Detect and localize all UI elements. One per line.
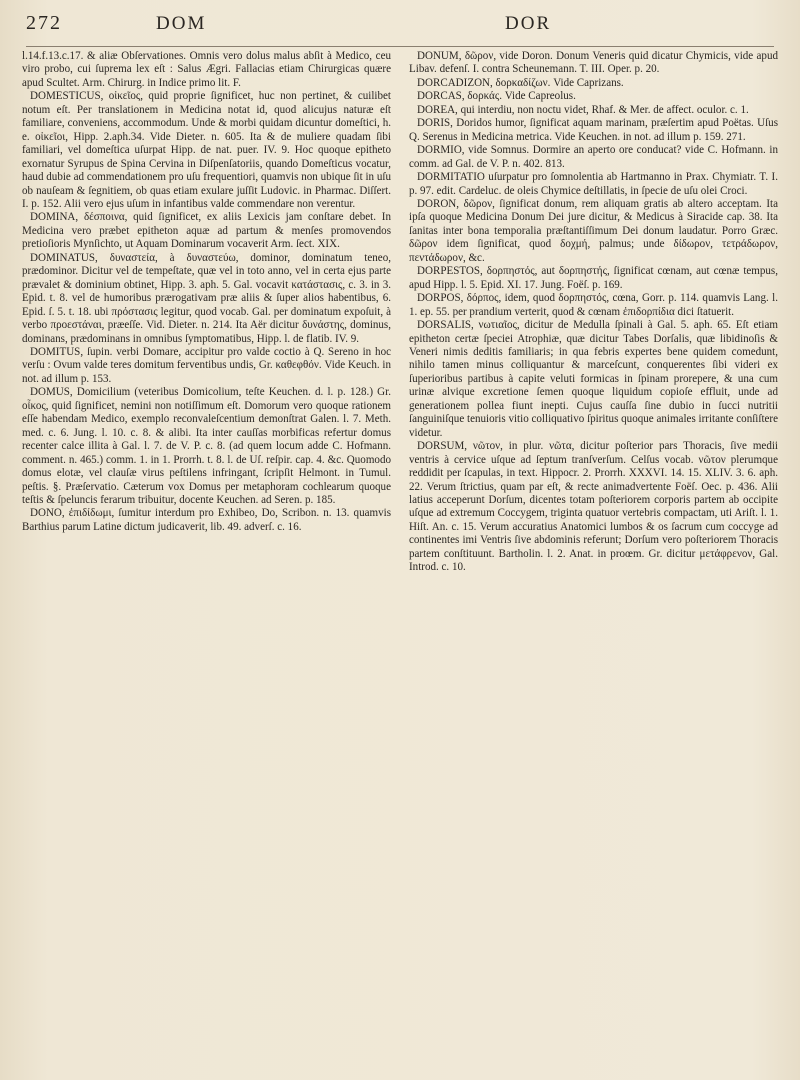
entry-dono: DONO, ἐπιδίδωμι, ſumitur interdum pro Exhibeo, Do, Scribon. n. 13. quamvis Barthius parum Latine dictum judicaverit, lib. 49. adverſ. c. 16. bbox=[22, 507, 391, 533]
entry-domitus: DOMITUS, ſupin. verbi Domare, accipitur pro valde coctio à Q. Sereno in hoc verſu : Ovum valde teres domitum ferventibus undis, Gr. καθεφθόν. Vide Keuch. in not. ad illum p. 153. bbox=[22, 345, 391, 385]
entry-domina: DOMINA, δέσποινα, quid ſignificet, ex aliis Lexicis jam conſtare debet. In Medicina vero præbet epitheton aquæ ad partum & menſes promovendos pretioſioris Mynſichto, ut Aquam Dominarum vocaverit Arm. ſect. XIX. bbox=[22, 211, 391, 251]
entry-dominatus: DOMINATUS, δυναστεία, à δυναστεύω, dominor, dominatum teneo, prædominor. Dicitur vel de tempeſtate, quæ vel in toto anno, vel in certa ejus parte prævalet & dominium obtinet, Hipp. 3. aph. 5. Gal. vocavit κατάστασις, c. 3. in 3. Epid. t. 8. vel de humoribus prærogativam præ aliis & ſuper alios habentibus, 6. Epid. ſ. 5. t. 18. ubi πρόστασις legitur, quod vocab. Gal. per dominatum expoſuit, à verbo προεστάναι, præeſſe. Vid. Dieter. n. 214. Ita Aër dicitur δυνάστης, dominus, dominans, prædominans in omnibus ſymptomatibus, Hipp. l. de flatib. IV. 9. bbox=[22, 251, 391, 345]
entry-doron: DORON, δῶρον, ſignificat donum, rem aliquam gratis ab altero acceptam. Ita ipſa quoque Medicina Donum Dei jure dicitur, & Medicus à Siracide cap. 38. Ita ſanitas inter bona temporalia præſtantiſſimum Dei donum laudatur. Porro Græc. δῶρον idem ſignificat, quod δοχμή, palmus; unde δίδωρον, τετράδωρον, πεντάδωρον, &c. bbox=[409, 197, 778, 264]
entry-dormio: DORMIO, vide Somnus. Dormire an aperto ore conducat? vide C. Hofmann. in comm. ad Gal. de V. P. n. 402. 813. bbox=[409, 144, 778, 170]
running-title-right: DOR bbox=[505, 13, 552, 34]
text-columns bbox=[22, 50, 778, 1080]
entry-dormitatio: DORMITATIO uſurpatur pro ſomnolentia ab Hartmanno in Prax. Chymiatr. T. I. p. 97. edit. Cardeluc. de oleis Chymice deſtillatis, in ſpecie de uſu olei Croci. bbox=[409, 171, 778, 197]
paragraph-dolus-continuation: l.14.f.13.c.17. & aliæ Obſervationes. Omnis vero dolus malus abſit à Medico, ceu viro probo, cui ſuprema lex eſt : Salus Ægri. Fallacias etiam Chirurgicas quære apud Scultet. Arm. Chirurg. in Indice primo lit. F. bbox=[22, 50, 391, 89]
entry-dorcadizon: DORCADIZON, δορκαδίζων. Vide Caprizans. bbox=[417, 76, 624, 89]
entry-doris: DORIS, Doridos humor, ſignificat aquam marinam, præſertim apud Poëtas. Uſus Q. Serenus in Medicina metrica. Vide Keuchen. in not. ad illum p. 159. 271. bbox=[409, 117, 778, 143]
entry-dorpestos: DORPESTOS, δορπηστός, aut δορπηστής, ſignificat cœnam, aut cœnæ tempus, apud Hipp. l. 5. Epid. XI. 17. Jung. Foëſ. p. 169. bbox=[409, 265, 778, 291]
entry-dorpos: DORPOS, δόρπος, idem, quod δορπηστός, cœna, Gorr. p. 114. quamvis Lang. l. 1. ep. 55. per prandium verterit, quod & cœnam ἐπιδορπίδια dici ſtatuerit. bbox=[409, 292, 778, 318]
entry-dorcas: DORCAS, δορκάς. Vide Capreolus. bbox=[417, 90, 576, 103]
entry-domus: DOMUS, Domicilium (veteribus Domicolium, teſte Keuchen. d. l. p. 128.) Gr. οἶκος, quid ſignificet, nemini non notiſſimum eſt. Domorum vero quoque rationem eſſe habendam Medico, exemplo reconvaleſcentium demonſtrat Galen. l. 7. Meth. med. c. 6. Jung. l. 10. c. 8. & alibi. Ita inter cauſſas morbificas refertur domus recenter calce illita à Gal. l. 7. de V. P. c. 8. (ad quem locum adde C. Hofmann. comment. n. 465.) comm. 1. in 1. Prorrh. t. 8. l. de Uſ. reſpir. cap. 4. &c. Quomodo domus elotæ, vel clauſæ virus peſtilens infringant, ſcripſit Helmont. in Tumul. peſtis. §. Præſervatio. Cæterum vox Domus per metaphoram cochlearum quoque teſtis & ſpeluncis ferarum tribuitur, docente Keuchen. ad Seren. p. 185. bbox=[22, 386, 391, 506]
page-number: 272 bbox=[26, 12, 62, 34]
entry-dorsalis: DORSALIS, νωτιαῖος, dicitur de Medulla ſpinali à Gal. 5. aph. 65. Eſt etiam epitheton certæ ſpeciei Atrophiæ, quæ dicitur Tabes Dorſalis, quæ libidinoſis & Veneri nimis deditis familiaris; in qua febris expertes bene quidem comedunt, nihilo tamen minus colliquantur & marceſcunt, conquerentes ſibi videri ex ſuperioribus partibus à capite veluti formicas in ſpinam prorepere, & una cum urinæ alvique excretione ſemen quoque liquidum copioſe effluit, unde ad generationem pollea fiunt inepti. Cujus cauſſa ſine dubio in ſucci nutritii ſanguiniſque tenuioris vitio colliquativo ſpiritus quoque animales irritante conſiſtere videtur. bbox=[409, 319, 778, 439]
entry-donum: DONUM, δῶρον, vide Doron. Donum Veneris quid dicatur Chymicis, vide apud Libav. defenſ. I. contra Scheunemann. T. III. Oper. p. 20. bbox=[409, 50, 778, 76]
left-column bbox=[22, 50, 391, 1080]
entry-dorsum: DORSUM, νῶτον, in plur. νῶτα, dicitur poſterior pars Thoracis, ſive medii ventris à cervice uſque ad ſeptum tranſverſum. Celſus vocab. νῶτον plerumque reddidit per ſcapulas, in text. Hippocr. 2. Prorrh. XXXVI. 14. 15. XLIV. 3. 6. aph. 22. Verum ſtrictius, quam par eſt, & recte animadvertente Foëſ. Oec. p. 436. Alii latius acceperunt Dorſum, dicentes totam poſteriorem corporis partem ab occipite uſque ad extremum Coccygem, triginta quatuor vertebris compactam, uti Ariſt. l. 1. Hiſt. An. c. 15. Verum accuratius Anatomici lumbos & os ſacrum cum coccyge ad continentes imi Ventris ſive abdominis referunt; Dorſum vero poſteriorem Thoracis partem conſtituunt. Bartholin. l. 2. Anat. in proœm. Gr. dicitur μετάφρενον, Gal. Introd. c. 10. bbox=[409, 440, 778, 574]
page-header bbox=[26, 12, 774, 47]
entry-dorea: DOREA, qui interdiu, non noctu videt, Rhaf. & Mer. de affect. oculor. c. 1. bbox=[417, 103, 749, 116]
entry-domesticus: DOMESTICUS, οἰκεῖος, quid proprie ſignificet, huc non pertinet, & cuilibet notum eſt. Per translationem in Medicina notat id, quod alicujus naturæ eſt familiare, conveniens, accommodum. Unde & morbi quidam dicuntur domeſtici, h. e. οἰκεῖοι, Hipp. 2.aph.34. Vide Dieter. n. 605. Ita & de muliere quadam ſibi familiari, vel domeſtica uſurpat Hipp. de nat. puer. IV. 9. Hoc quoque epitheto exornatur Syrupus de Spina Cervina in Diſpenſatoriis, quando Domeſticus vocatur, haud dubie ad commendationem pro uſu frequentiori, quamvis non ubique ſit in uſu ob nauſeam & ſegnitiem, ob quas etiam exulare juſſit Ludovic. in Pharmac. Diſſert. I. p. 152. Alii vero ejus uſum in infantibus valde commendare non verentur. bbox=[22, 90, 391, 210]
right-column bbox=[409, 50, 778, 1080]
running-title-left: DOM bbox=[156, 13, 207, 34]
